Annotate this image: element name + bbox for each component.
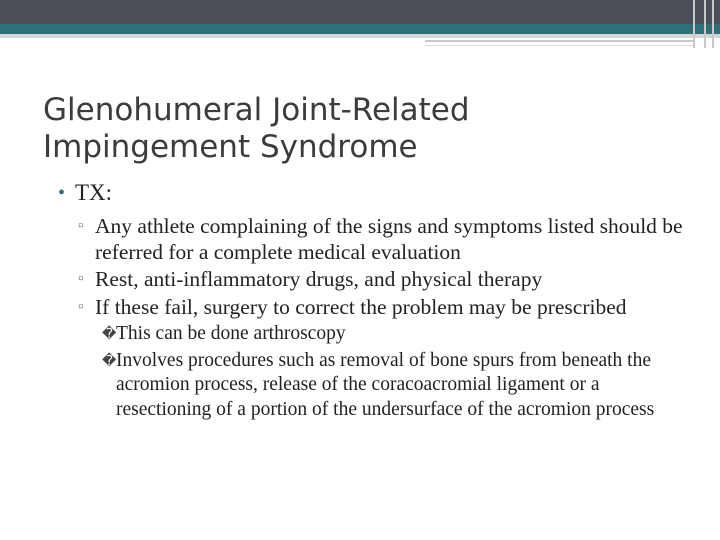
- header-accent-line: [425, 40, 695, 42]
- replacement-glyph-icon: �: [102, 326, 117, 342]
- bullet-item: [28, 267, 688, 293]
- bullet-square-icon: ▫: [78, 271, 84, 287]
- bullet-tx-label: TX:: [75, 180, 113, 205]
- slide-title-line2: Impingement Syndrome: [43, 129, 418, 165]
- header-accent-line-thin: [425, 45, 695, 46]
- bullet-item-text: Any athlete complaining of the signs and symptoms listed should be referred for a complete medical evaluation: [95, 214, 683, 264]
- header-stripe: [693, 0, 695, 48]
- slide-content: [28, 180, 688, 422]
- sub-bullet-text: This can be done arthroscopy: [116, 323, 346, 344]
- slide-title-line1: Glenohumeral Joint-Related: [43, 92, 470, 128]
- slide-title: [43, 92, 683, 166]
- bullet-tx: [28, 180, 688, 206]
- header-bar-light: [0, 34, 720, 38]
- sub-bullet-item: [28, 349, 688, 423]
- bullet-square-icon: ▫: [78, 218, 84, 234]
- header-bar-dark: [0, 0, 720, 24]
- bullet-item-text: If these fail, surgery to correct the problem may be prescribed: [95, 294, 627, 319]
- bullet-dot-icon: •: [58, 182, 66, 204]
- bullet-square-icon: ▫: [78, 298, 84, 315]
- header-stripe: [704, 0, 706, 48]
- header-stripe: [712, 0, 714, 48]
- bullet-item: [28, 214, 688, 265]
- sub-bullet-item: [28, 322, 688, 347]
- sub-bullet-text: Involves procedures such as removal of bone spurs from beneath the acromion process, release of the coracoacromial ligament or a resectioning of a portion of the undersurface of the acromion process: [116, 349, 655, 420]
- bullet-item-text: Rest, anti-inflammatory drugs, and physical therapy: [95, 267, 543, 291]
- header-bar-teal: [0, 24, 720, 34]
- bullet-item: [28, 295, 688, 321]
- replacement-glyph-icon: �: [102, 352, 117, 369]
